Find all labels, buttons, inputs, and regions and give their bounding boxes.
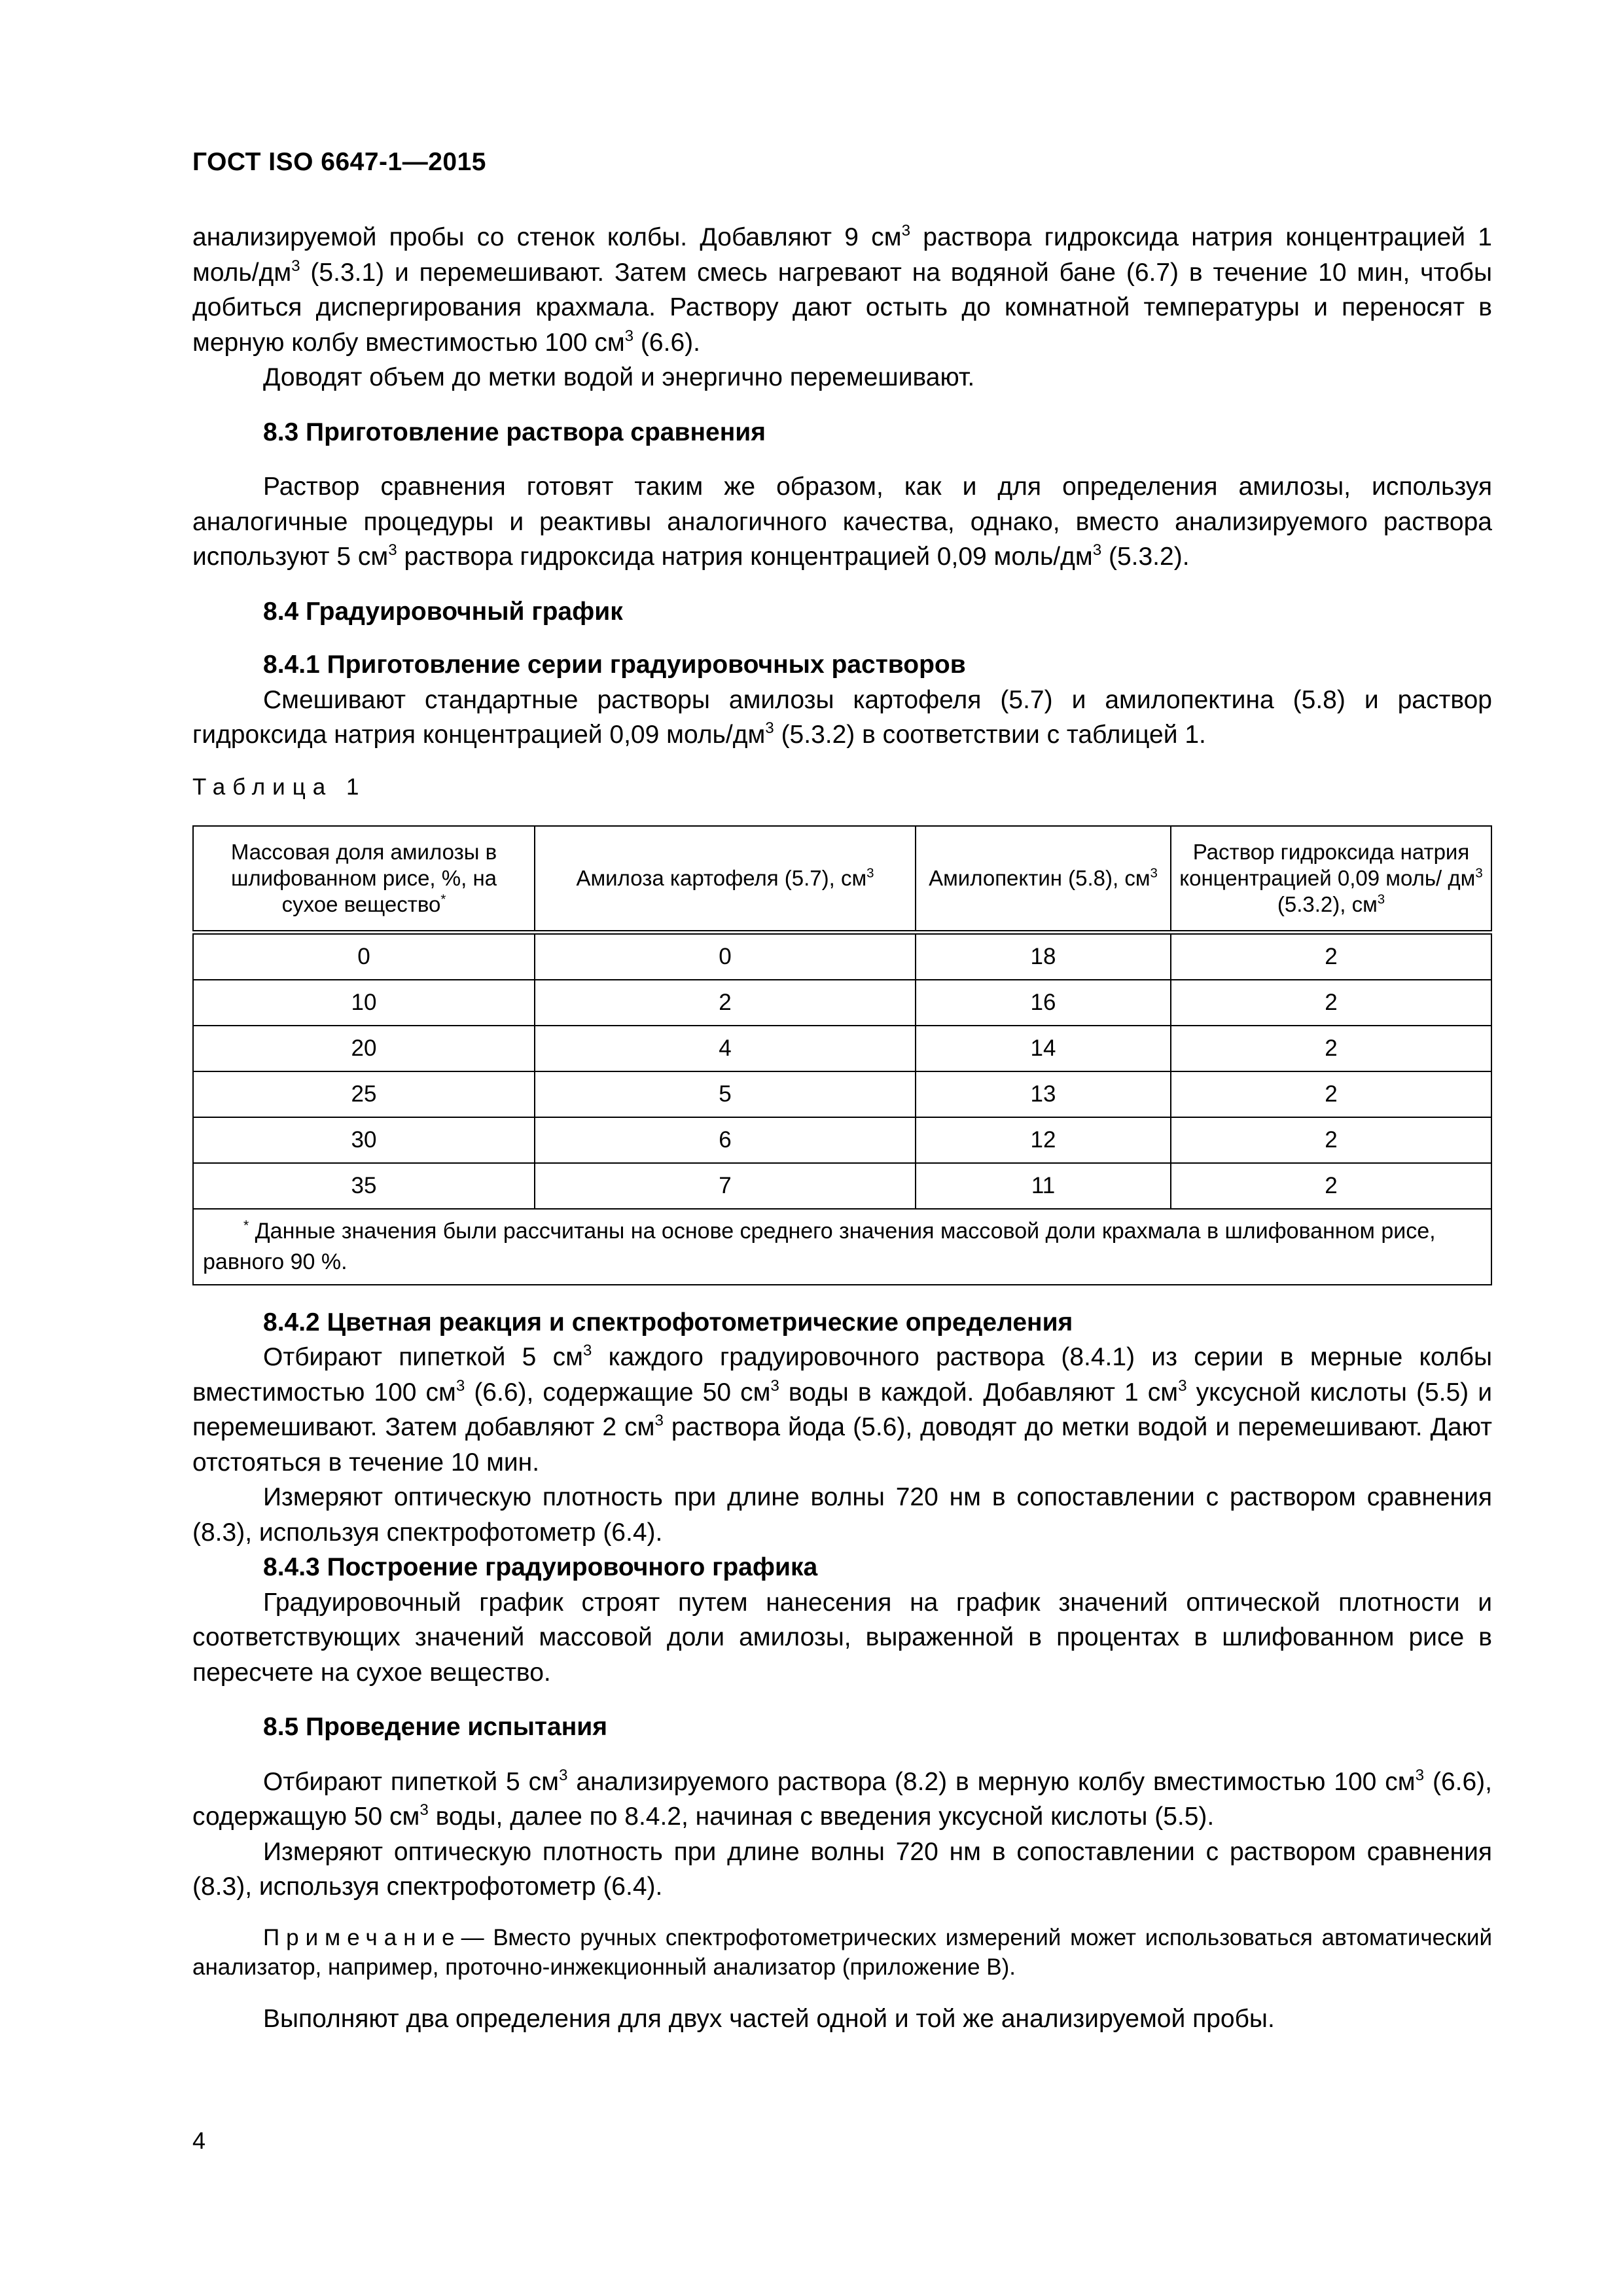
section-8-4-3-paragraph: Градуировочный график строят путем нанесения на график значений оптической плотности и соответствующих значений массовой доли амилозы, выраженной в процентах в шлифованном рисе в пересчете на сухое вещество.: [192, 1588, 1492, 1687]
section-8-5-paragraph-3: Выполняют два определения для двух частей одной и той же анализируемой пробы.: [263, 2004, 1275, 2033]
table-caption: Таблица 1: [192, 774, 366, 800]
text-run: раствора йода (5.6), доводят до метки водой и перемешивают. Дают отстояться в течение 10 мин.: [192, 1413, 1492, 1477]
table-cell: 0: [535, 932, 916, 980]
text-run: Смешивают стандартные растворы амилозы картофеля (5.7) и амилопектина (5.8) и раствор гидроксида натрия концентрацией 0,09 моль/дм: [192, 685, 1492, 749]
superscript: 3: [1377, 891, 1385, 906]
calibration-table: [192, 825, 1492, 1285]
section-heading-8-4-2: 8.4.2 Цветная реакция и спектрофотометрические определения: [263, 1308, 1073, 1336]
spacer: [192, 1745, 1492, 1765]
text-run: анализируемого раствора (8.2) в мерную колбу вместимостью 100 см: [567, 1767, 1416, 1796]
table-cell: 10: [193, 980, 535, 1026]
superscript: 3: [901, 222, 911, 240]
table-cell: 2: [1171, 1071, 1491, 1117]
table-cell: 25: [193, 1071, 535, 1117]
table-cell: 2: [1171, 1026, 1491, 1071]
footnote-mark: *: [440, 891, 446, 906]
table-header-row: [193, 826, 1491, 933]
header-text: (5.3.2), см: [1277, 891, 1378, 916]
section-heading-8-5: 8.5 Проведение испытания: [263, 1713, 607, 1741]
superscript: 3: [388, 541, 397, 560]
superscript: 3: [770, 1376, 779, 1395]
note-paragraph: [192, 1923, 1492, 1982]
spacer: [192, 1690, 1492, 1710]
text-run: (6.6), содержащие 50 см: [465, 1378, 771, 1407]
text-run: (5.3.1) и перемешивают. Затем смесь нагревают на водяной бане (6.7) в течение 10 мин, чтобы добиться диспергирования крахмала. Раствору дают остыть до комнатной температуры и переносят в мерную колбу вместимостью 100 см: [192, 258, 1492, 357]
text-run: раствора гидроксида натрия концентрацией 0,09 моль/дм: [397, 543, 1093, 571]
header-naoh-solution: [1171, 826, 1491, 933]
table-cell: 6: [535, 1117, 916, 1163]
table-row: [193, 1071, 1491, 1117]
section-heading-8-4-3: 8.4.3 Построение градуировочного графика: [263, 1553, 818, 1581]
section-8-3-paragraph: [192, 469, 1492, 575]
section-8-4-2-paragraph: [192, 1340, 1492, 1480]
text-run: каждого градуировочного раствора (8.4.1) из серии в мерные колбы вместимостью 100 см: [192, 1343, 1492, 1407]
text-run: Отбирают пипеткой 5 см: [263, 1767, 559, 1796]
superscript: 3: [624, 327, 634, 345]
superscript: 3: [419, 1801, 429, 1820]
note-text: — Вместо ручных спектрофотометрических измерений может использоваться автоматический анализатор, например, проточно-инжекционный анализатор (приложение В).: [192, 1924, 1492, 1980]
spacer: [192, 629, 1492, 647]
footnote-mark: *: [243, 1217, 249, 1233]
table-cell: 2: [1171, 1117, 1491, 1163]
text-run: (5.3.2) в соответствии с таблицей 1.: [774, 721, 1206, 749]
standard-header: ГОСТ ISO 6647-1—2015: [192, 148, 486, 176]
header-text: Амилопектин (5.8), см: [929, 865, 1150, 890]
table-footnote-row: [193, 1209, 1491, 1285]
header-text: Раствор гидроксида натрия концентрацией 0,09 моль/ дм: [1179, 839, 1476, 890]
header-amylopectin: [916, 826, 1171, 933]
table-row: [193, 980, 1491, 1026]
text-run: (6.6).: [633, 328, 700, 357]
table-row: [193, 1117, 1491, 1163]
table-cell: 30: [193, 1117, 535, 1163]
text-run: Раствор сравнения готовят таким же образом, как и для определения амилозы, используя аналогичные процедуры и реактивы аналогичного качества, однако, вместо анализируемого раствора используют 5 см: [192, 473, 1492, 571]
superscript: 3: [765, 719, 774, 738]
text-run: (5.3.2).: [1101, 543, 1190, 571]
text-run: воды, далее по 8.4.2, начиная с введения уксусной кислоты (5.5).: [428, 1803, 1215, 1831]
table-cell: 0: [193, 932, 535, 980]
text-run: уксусной кислоты (5.5) и перемешивают. Затем добавляют 2 см: [192, 1378, 1492, 1441]
superscript: 3: [558, 1766, 568, 1784]
intro-paragraph-2: Доводят объем до метки водой и энергично перемешивают.: [263, 363, 975, 391]
table-footnote: [193, 1209, 1491, 1285]
page-number: 4: [192, 2127, 206, 2154]
intro-paragraph: [192, 220, 1492, 360]
table-row: [193, 932, 1491, 980]
superscript: 3: [1150, 865, 1158, 880]
spacer: [192, 395, 1492, 415]
section-heading-8-4-1: 8.4.1 Приготовление серии градуировочных растворов: [263, 651, 966, 679]
table-cell: 13: [916, 1071, 1171, 1117]
superscript: 3: [582, 1342, 592, 1360]
table-cell: 2: [1171, 1163, 1491, 1209]
table-cell: 11: [916, 1163, 1171, 1209]
table-cell: 7: [535, 1163, 916, 1209]
text-run: раствора гидроксида натрия концентрацией 1 моль/дм: [192, 223, 1492, 287]
spacer: [192, 450, 1492, 469]
superscript: 3: [1178, 1376, 1187, 1395]
section-8-5-paragraph: [192, 1765, 1492, 1835]
superscript: 3: [654, 1412, 664, 1430]
text-run: анализируемой пробы со стенок колбы. Добавляют 9 см: [192, 223, 902, 251]
section-heading-8-4: 8.4 Градуировочный график: [263, 597, 623, 626]
document-body: [192, 220, 1492, 2036]
superscript: 3: [455, 1376, 465, 1395]
text-run: воды в каждой. Добавляют 1 см: [779, 1378, 1179, 1407]
table-row: [193, 1163, 1491, 1209]
header-amylose-fraction: [193, 826, 535, 933]
superscript: 3: [1475, 865, 1483, 880]
spacer: [192, 1285, 1492, 1305]
footnote-text: Данные значения были рассчитаны на основе среднего значения массовой доли крахмала в шлифованном рисе, равного 90 %.: [203, 1218, 1436, 1274]
header-potato-amylose: [535, 826, 916, 933]
header-text: Массовая доля амилозы в шлифованном рисе, %, на сухое вещество: [230, 839, 497, 916]
section-8-5-paragraph-2: Измеряют оптическую плотность при длине волны 720 нм в сопоставлении с раствором сравнения (8.3), используя спектрофотометр (6.4).: [192, 1837, 1492, 1901]
spacer: [192, 1982, 1492, 2001]
superscript: 3: [1092, 541, 1102, 560]
table-cell: 16: [916, 980, 1171, 1026]
text-run: (6.6), содержащую 50 см: [192, 1767, 1492, 1831]
superscript: 3: [291, 257, 300, 275]
section-heading-8-3: 8.3 Приготовление раствора сравнения: [263, 418, 766, 446]
table-cell: 2: [1171, 980, 1491, 1026]
section-8-4-2-paragraph-2: Измеряют оптическую плотность при длине волны 720 нм в сопоставлении с раствором сравнения (8.3), используя спектрофотометр (6.4).: [192, 1483, 1492, 1547]
table-cell: 5: [535, 1071, 916, 1117]
spacer: [192, 1905, 1492, 1923]
table-cell: 4: [535, 1026, 916, 1071]
table-row: [193, 1026, 1491, 1071]
table-cell: 20: [193, 1026, 535, 1071]
section-8-4-1-paragraph: [192, 683, 1492, 753]
table-cell: 2: [535, 980, 916, 1026]
spacer: [192, 575, 1492, 594]
header-text: Амилоза картофеля (5.7), см: [576, 865, 867, 890]
note-label: Примечание: [263, 1924, 461, 1950]
table-cell: 18: [916, 932, 1171, 980]
superscript: 3: [866, 865, 874, 880]
text-run: Отбирают пипеткой 5 см: [263, 1343, 583, 1371]
table-cell: 12: [916, 1117, 1171, 1163]
superscript: 3: [1415, 1766, 1425, 1784]
table-cell: 14: [916, 1026, 1171, 1071]
table-cell: 2: [1171, 932, 1491, 980]
table-cell: 35: [193, 1163, 535, 1209]
